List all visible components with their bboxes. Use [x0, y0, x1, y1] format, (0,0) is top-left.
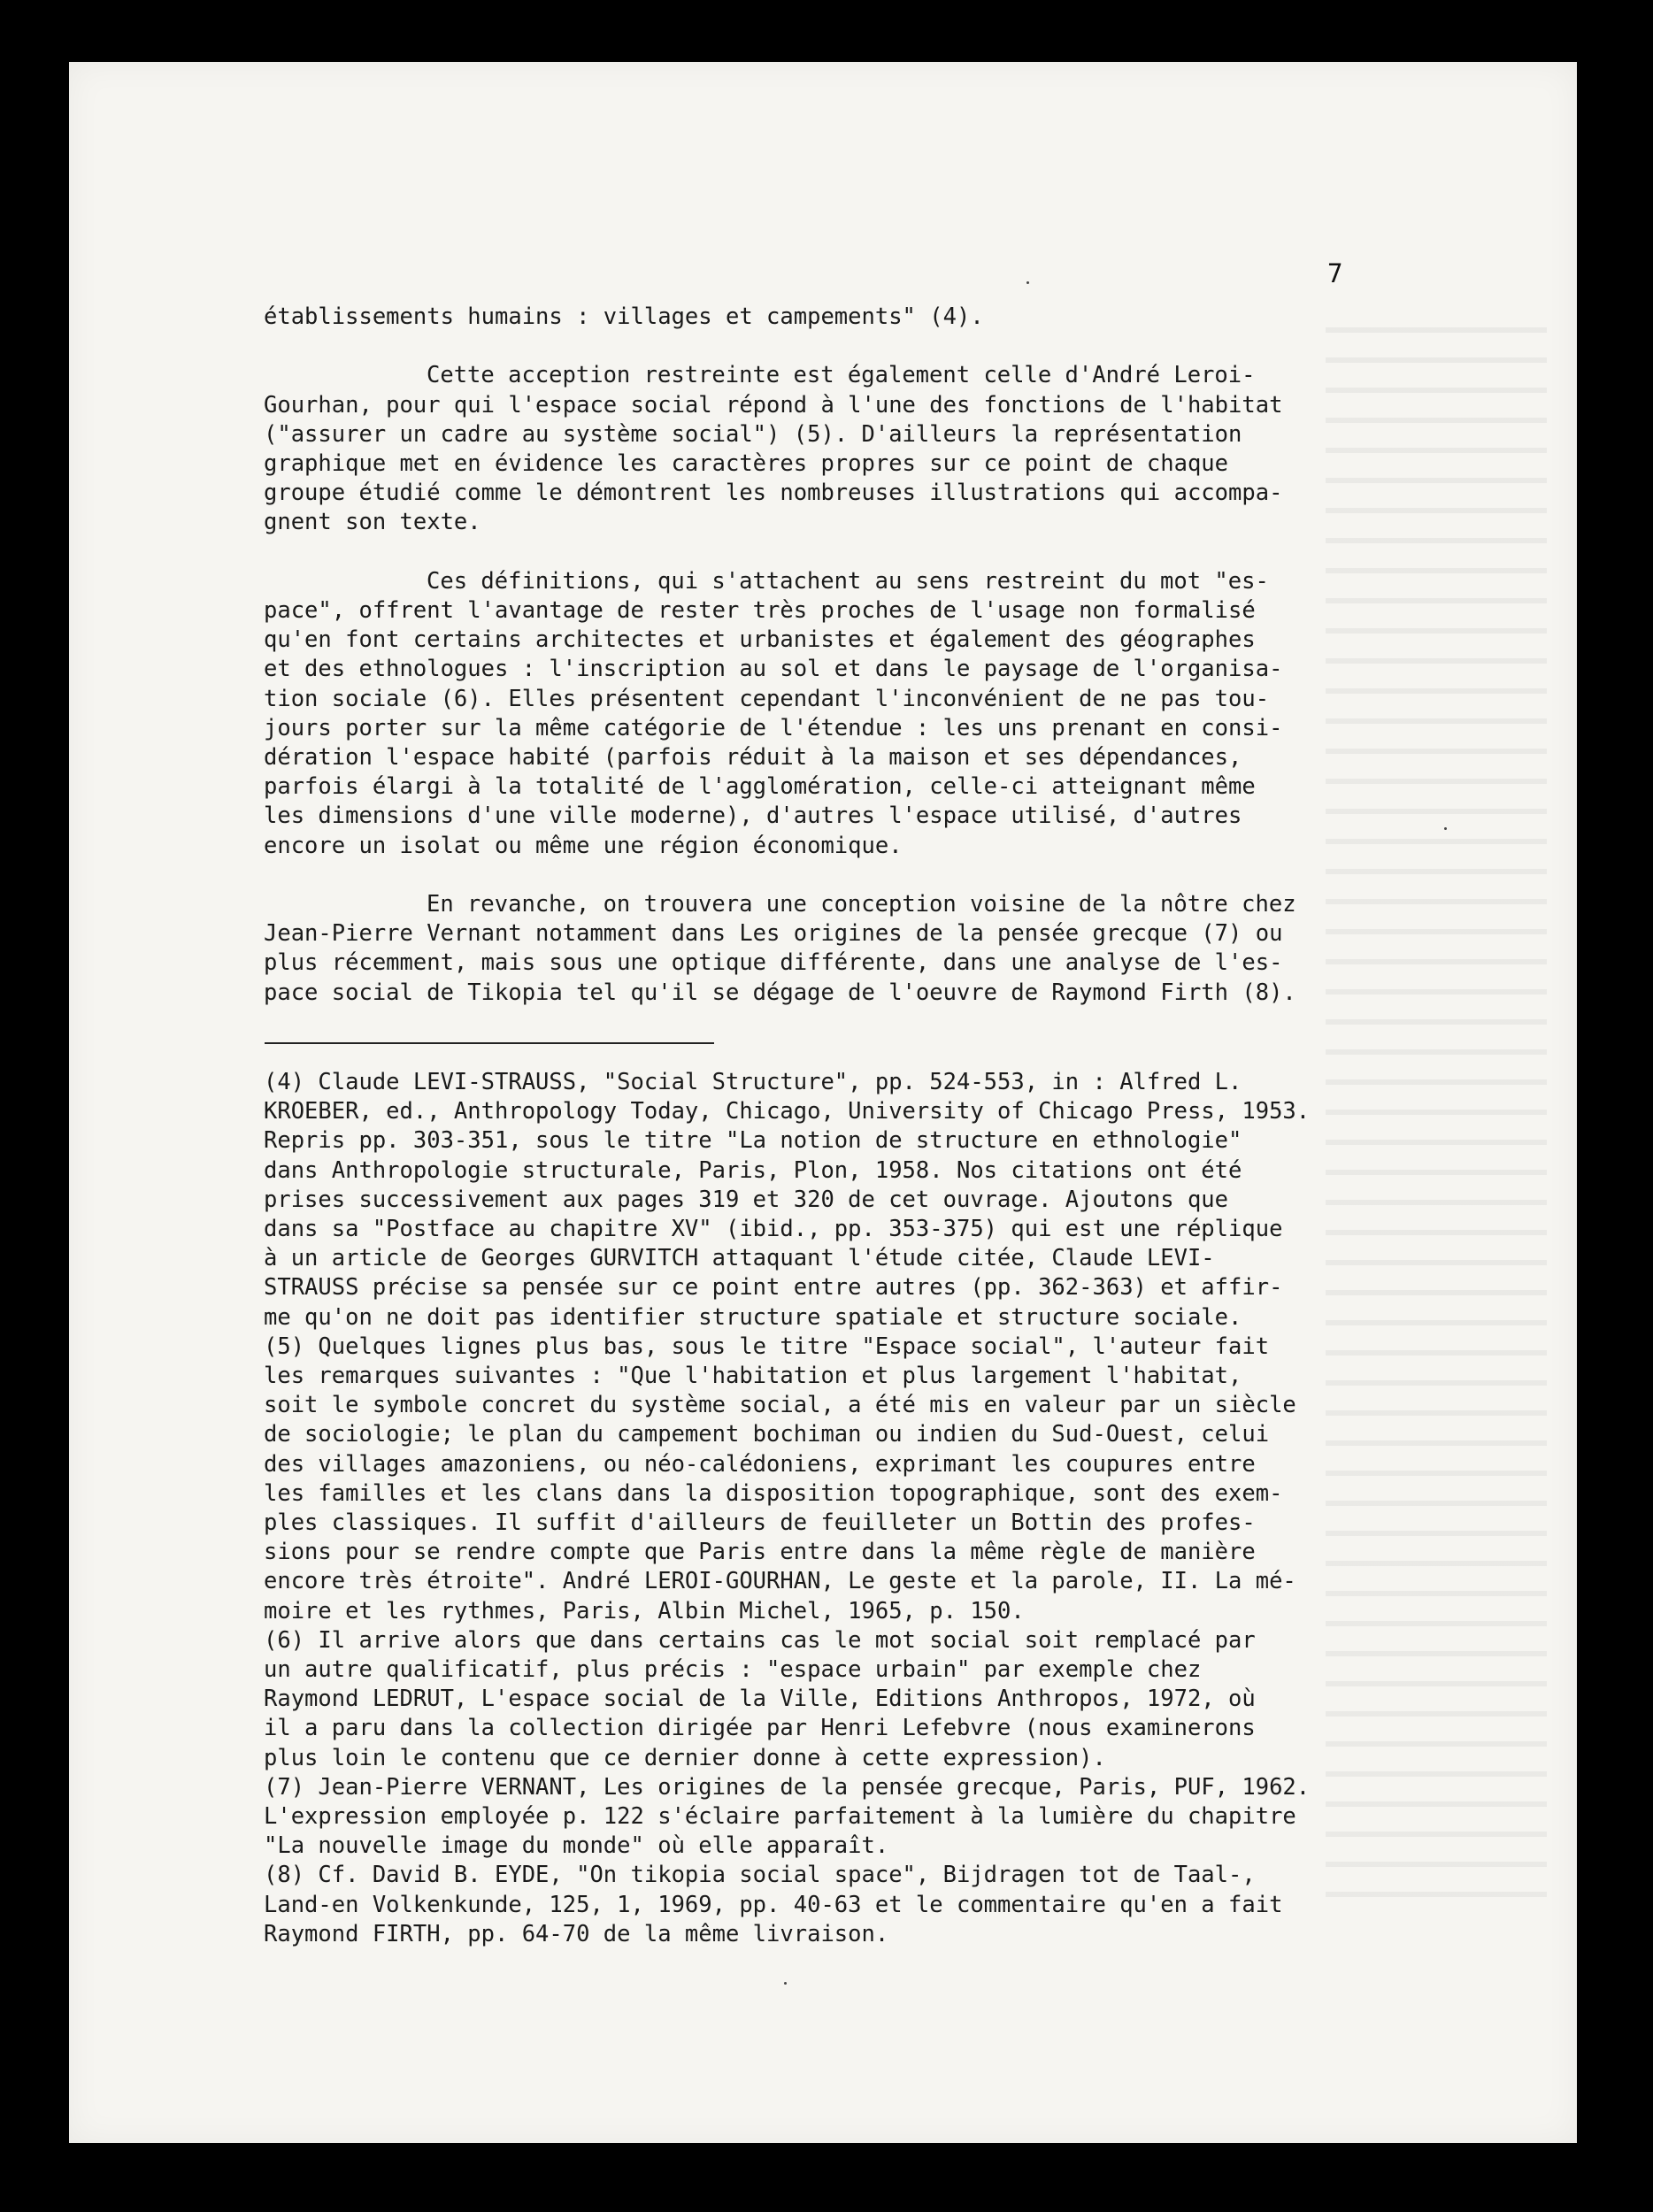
- body-line: Ces définitions, qui s'attachent au sens restreint du mot "es-: [427, 567, 1269, 595]
- footnote-line: soit le symbole concret du système social, a été mis en valeur par un siècle: [264, 1392, 1296, 1419]
- paragraph-gap: [264, 538, 1432, 567]
- footnote-line: des villages amazoniens, ou néo-calédoniens, exprimant les coupures entre: [264, 1450, 1256, 1478]
- body-line: groupe étudié comme le démontrent les nombreuses illustrations qui accompa-: [264, 480, 1283, 507]
- footnote-line: de sociologie; le plan du campement bochiman ou indien du Sud-Ouest, celui: [264, 1421, 1270, 1448]
- document-page: [69, 62, 1577, 2143]
- body-line: pace", offrent l'avantage de rester très proches de l'usage non formalisé: [264, 597, 1256, 624]
- body-line: Cette acception restreinte est également celle d'André Leroi-: [427, 362, 1256, 389]
- footnotes: [264, 1068, 1432, 1949]
- body-line: tion sociale (6). Elles présentent cependant l'inconvénient de ne pas tou-: [264, 685, 1270, 712]
- body-line: établissements humains : villages et campements" (4).: [264, 303, 984, 330]
- footnote-line: (6) Il arrive alors que dans certains cas le mot social soit remplacé par: [264, 1626, 1256, 1654]
- body-line: graphique met en évidence les caractères propres sur ce point de chaque: [264, 450, 1229, 477]
- footnote-line: ples classiques. Il suffit d'ailleurs de feuilleter un Bottin des profes-: [264, 1509, 1256, 1537]
- footnote-line: encore très étroite". André LEROI-GOURHAN, Le geste et la parole, II. La mé-: [264, 1568, 1296, 1595]
- footnote-line: les remarques suivantes : "Que l'habitation et plus largement l'habitat,: [264, 1363, 1242, 1390]
- body-line: qu'en font certains architectes et urbanistes et également des géographes: [264, 626, 1256, 654]
- body-line: les dimensions d'une ville moderne), d'autres l'espace utilisé, d'autres: [264, 803, 1242, 830]
- footnote-line: Raymond FIRTH, pp. 64-70 de la même livraison.: [264, 1920, 889, 1947]
- body-line: dération l'espace habité (parfois réduit à la maison et ses dépendances,: [264, 744, 1242, 772]
- footnote-line: (4) Claude LEVI-STRAUSS, "Social Structure", pp. 524-553, in : Alfred L.: [264, 1069, 1242, 1095]
- body-line: plus récemment, mais sous une optique différente, dans une analyse de l'es-: [264, 949, 1283, 977]
- footnote-line: dans Anthropologie structurale, Paris, Plon, 1958. Nos citations ont été: [264, 1156, 1242, 1184]
- footnote-line: plus loin le contenu que ce dernier donne à cette expression).: [264, 1744, 1106, 1771]
- footnote-line: Raymond LEDRUT, L'espace social de la Ville, Editions Anthropos, 1972, où: [264, 1686, 1256, 1713]
- footnote-line: STRAUSS précise sa pensée sur ce point entre autres (pp. 362-363) et affir-: [264, 1274, 1283, 1302]
- paragraph-gap: [264, 332, 1432, 361]
- page-number: 7: [1327, 258, 1343, 288]
- footnote-line: Repris pp. 303-351, sous le titre "La notion de structure en ethnologie": [264, 1127, 1242, 1155]
- body-line: ("assurer un cadre au système social") (5). D'ailleurs la représentation: [264, 420, 1242, 448]
- footnote-line: Land-en Volkenkunde, 125, 1, 1969, pp. 40-63 et le commentaire qu'en a fait: [264, 1891, 1283, 1918]
- footnote-line: (5) Quelques lignes plus bas, sous le titre "Espace social", l'auteur fait: [264, 1333, 1270, 1360]
- body-line: parfois élargi à la totalité de l'agglomération, celle-ci atteignant même: [264, 773, 1256, 801]
- footnote-line: un autre qualificatif, plus précis : "espace urbain" par exemple chez: [264, 1656, 1202, 1684]
- stray-mark: [1444, 827, 1447, 830]
- footnote-line: dans sa "Postface au chapitre XV" (ibid., pp. 353-375) qui est une réplique: [264, 1216, 1283, 1243]
- body-line: encore un isolat ou même une région économique.: [264, 832, 903, 859]
- footnote-line: (8) Cf. David B. EYDE, "On tikopia social space", Bijdragen tot de Taal-,: [264, 1862, 1256, 1889]
- stray-mark: [784, 1982, 787, 1985]
- footnote-line: les familles et les clans dans la disposition topographique, sont des exem-: [264, 1479, 1283, 1507]
- paragraph-gap: [264, 861, 1432, 890]
- footnote-line: L'expression employée p. 122 s'éclaire parfaitement à la lumière du chapitre: [264, 1803, 1296, 1831]
- footnote-line: il a paru dans la collection dirigée par Henri Lefebvre (nous examinerons: [264, 1715, 1256, 1742]
- body-line: et des ethnologues : l'inscription au sol et dans le paysage de l'organisa-: [264, 656, 1283, 683]
- body-line: En revanche, on trouvera une conception voisine de la nôtre chez: [427, 891, 1296, 918]
- body-line: pace social de Tikopia tel qu'il se dégage de l'oeuvre de Raymond Firth (8).: [264, 979, 1296, 1006]
- body-line: Jean-Pierre Vernant notamment dans Les origines de la pensée grecque (7) ou: [264, 920, 1283, 948]
- body-line: jours porter sur la même catégorie de l'étendue : les uns prenant en consi-: [264, 714, 1283, 741]
- footnote-separator-rule: [265, 1042, 714, 1044]
- main-body-text: [264, 303, 1432, 1008]
- footnote-line: moire et les rythmes, Paris, Albin Michel, 1965, p. 150.: [264, 1597, 1025, 1624]
- footnote-line: me qu'on ne doit pas identifier structure spatiale et structure sociale.: [264, 1303, 1242, 1331]
- footnote-line: KROEBER, ed., Anthropology Today, Chicago, University of Chicago Press, 1953.: [264, 1098, 1311, 1125]
- footnote-line: sions pour se rendre compte que Paris entre dans la même règle de manière: [264, 1539, 1256, 1566]
- footnote-line: à un article de Georges GURVITCH attaquant l'étude citée, Claude LEVI-: [264, 1245, 1215, 1272]
- footnote-line: "La nouvelle image du monde" où elle apparaît.: [264, 1832, 889, 1860]
- body-line: gnent son texte.: [264, 509, 481, 536]
- footnote-line: prises successivement aux pages 319 et 320 de cet ouvrage. Ajoutons que: [264, 1186, 1229, 1213]
- stray-mark: [1026, 281, 1029, 284]
- body-line: Gourhan, pour qui l'espace social répond à l'une des fonctions de l'habitat: [264, 391, 1283, 419]
- footnote-line: (7) Jean-Pierre VERNANT, Les origines de la pensée grecque, Paris, PUF, 1962.: [264, 1773, 1311, 1801]
